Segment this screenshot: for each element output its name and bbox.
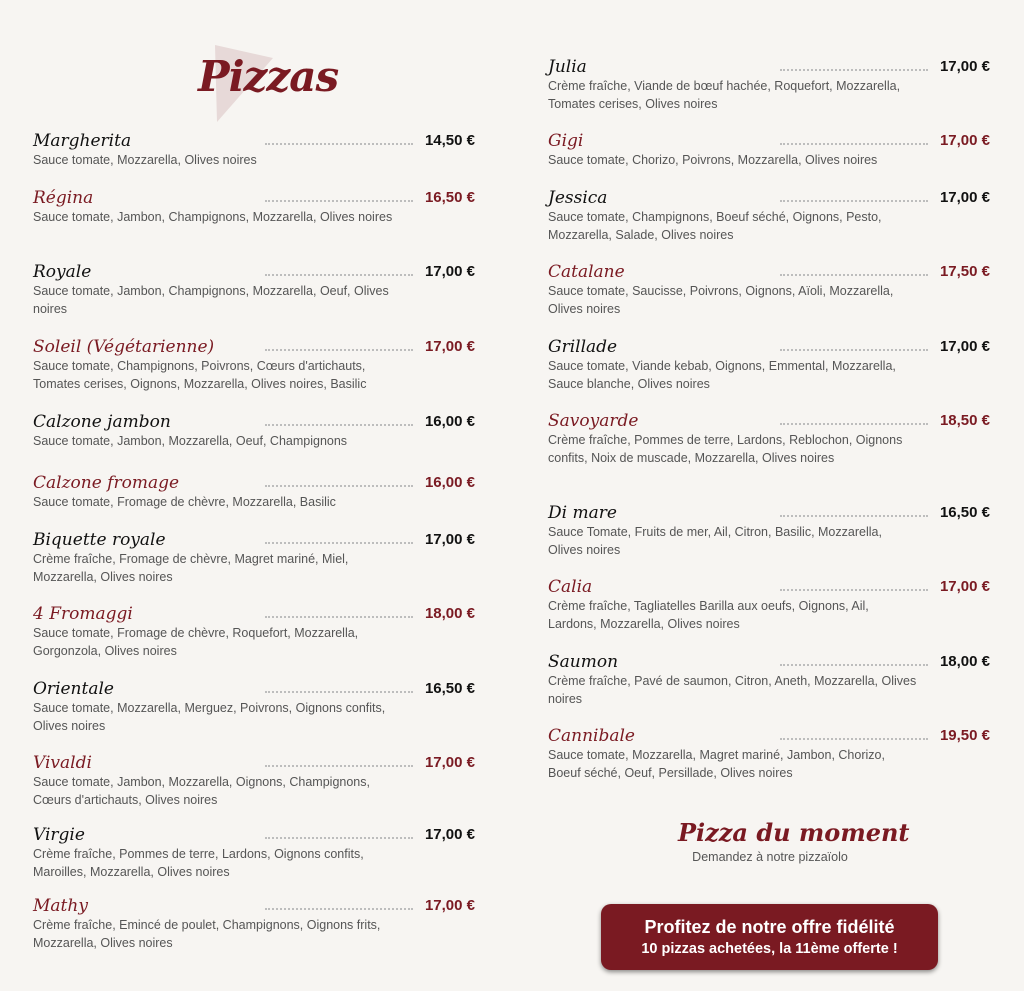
dot-leader — [265, 268, 413, 276]
dot-leader — [265, 194, 413, 202]
menu-item — [548, 577, 988, 633]
dot-leader — [265, 479, 413, 487]
pizza-ingredients: Sauce tomate, Viande kebab, Oignons, Emmental, Mozzarella, Sauce blanche, Olives noires — [548, 359, 896, 391]
dot-leader — [265, 610, 413, 618]
dot-leader — [265, 831, 413, 839]
dot-leader — [265, 685, 413, 693]
menu-item — [548, 57, 988, 113]
pizza-ingredients: Sauce tomate, Jambon, Champignons, Mozzarella, Olives noires — [33, 210, 393, 224]
pizza-ingredients: Sauce Tomate, Fruits de mer, Ail, Citron, Basilic, Mozzarella, Olives noires — [548, 525, 882, 557]
pizza-price: 17,00 € — [939, 189, 990, 206]
pizza-price: 17,00 € — [424, 263, 475, 280]
pizza-name: Virgie — [33, 825, 85, 845]
pizza-name: Cannibale — [548, 726, 635, 746]
dot-leader — [780, 583, 928, 591]
dot-leader — [780, 63, 928, 71]
pizza-ingredients: Sauce tomate, Jambon, Champignons, Mozzarella, Oeuf, Olives noires — [33, 284, 389, 316]
pizza-name: Di mare — [548, 503, 617, 523]
pizza-price: 17,00 € — [424, 897, 475, 914]
pizza-price: 17,00 € — [424, 826, 475, 843]
menu-item — [33, 473, 473, 512]
pizza-price: 14,50 € — [424, 132, 475, 149]
menu-item — [33, 679, 473, 735]
pizza-ingredients: Sauce tomate, Fromage de chèvre, Mozzarella, Basilic — [33, 495, 336, 509]
pizza-ingredients: Sauce tomate, Mozzarella, Merguez, Poivrons, Oignons confits, Olives noires — [33, 701, 386, 733]
pizza-name: Gigi — [548, 131, 584, 151]
pizza-du-moment-subtitle: Demandez à notre pizzaïolo — [692, 850, 848, 864]
pizza-name: Margherita — [33, 131, 132, 151]
pizza-ingredients: Crème fraîche, Viande de bœuf hachée, Roquefort, Mozzarella, Tomates cerises, Olives noires — [548, 79, 901, 111]
pizza-ingredients: Crème fraîche, Emincé de poulet, Champignons, Oignons frits, Mozzarella, Olives noires — [33, 918, 381, 950]
pizza-price: 19,50 € — [939, 727, 990, 744]
pizza-name: Calzone jambon — [33, 412, 171, 432]
menu-item — [548, 503, 988, 559]
pizza-price: 18,00 € — [939, 653, 990, 670]
pizza-name: 4 Fromaggi — [33, 604, 133, 624]
menu-item — [548, 726, 988, 782]
dot-leader — [780, 268, 928, 276]
pizza-price: 16,00 € — [424, 413, 475, 430]
dot-leader — [265, 759, 413, 767]
dot-leader — [265, 343, 413, 351]
menu-item — [548, 131, 988, 170]
pizza-du-moment-title: Pizza du moment — [678, 818, 910, 847]
loyalty-offer-banner — [601, 904, 938, 970]
menu-item — [33, 896, 473, 952]
pizza-name: Julia — [548, 57, 587, 77]
pizza-ingredients: Sauce tomate, Jambon, Mozzarella, Oignons, Champignons, Cœurs d'artichauts, Olives noires — [33, 775, 370, 807]
pizza-ingredients: Sauce tomate, Mozzarella, Olives noires — [33, 153, 257, 167]
menu-item — [548, 188, 988, 244]
pizza-ingredients: Sauce tomate, Mozzarella, Magret mariné, Jambon, Chorizo, Boeuf séché, Oeuf, Persillade, Olives noires — [548, 748, 885, 780]
pizza-price: 17,00 € — [424, 531, 475, 548]
menu-item — [33, 262, 473, 318]
dot-leader — [780, 732, 928, 740]
loyalty-offer-line2: 10 pizzas achetées, la 11ème offerte ! — [641, 941, 898, 957]
pizza-ingredients: Crème fraîche, Pavé de saumon, Citron, Aneth, Mozzarella, Olives noires — [548, 674, 917, 706]
pizza-name: Catalane — [548, 262, 625, 282]
pizza-price: 16,50 € — [939, 504, 990, 521]
dot-leader — [780, 343, 928, 351]
menu-item — [548, 652, 988, 708]
pizza-price: 17,00 € — [424, 754, 475, 771]
pizza-price: 17,00 € — [939, 132, 990, 149]
pizza-price: 17,00 € — [939, 578, 990, 595]
pizza-price: 18,50 € — [939, 412, 990, 429]
dot-leader — [265, 536, 413, 544]
pizza-price: 17,00 € — [939, 58, 990, 75]
pizza-name: Orientale — [33, 679, 114, 699]
pizza-ingredients: Sauce tomate, Champignons, Boeuf séché, Oignons, Pesto, Mozzarella, Salade, Olives noires — [548, 210, 882, 242]
pizza-ingredients: Sauce tomate, Jambon, Mozzarella, Oeuf, Champignons — [33, 434, 348, 448]
loyalty-offer-line1: Profitez de notre offre fidélité — [644, 917, 895, 937]
dot-leader — [780, 417, 928, 425]
pizza-ingredients: Crème fraîche, Pommes de terre, Lardons, Oignons confits, Maroilles, Mozzarella, Olives noires — [33, 847, 364, 879]
menu-item — [33, 131, 473, 170]
pizza-ingredients: Sauce tomate, Champignons, Poivrons, Cœurs d'artichauts, Tomates cerises, Oignons, Mozzarella, Olives noires, Basilic — [33, 359, 367, 391]
pizza-ingredients: Sauce tomate, Saucisse, Poivrons, Oignons, Aïoli, Mozzarella, Olives noires — [548, 284, 894, 316]
pizza-ingredients: Crème fraîche, Tagliatelles Barilla aux oeufs, Oignons, Ail, Lardons, Mozzarella, Olives noires — [548, 599, 869, 631]
dot-leader — [780, 658, 928, 666]
menu-item — [33, 604, 473, 660]
page-title: Pizzas — [198, 52, 339, 101]
menu-item — [33, 337, 473, 393]
pizza-ingredients: Sauce tomate, Fromage de chèvre, Roquefort, Mozzarella, Gorgonzola, Olives noires — [33, 626, 359, 658]
dot-leader — [265, 418, 413, 426]
pizza-price: 16,50 € — [424, 680, 475, 697]
menu-item — [33, 825, 473, 881]
menu-item — [33, 188, 473, 227]
pizza-name: Vivaldi — [33, 753, 92, 773]
menu-item — [33, 530, 473, 586]
pizza-ingredients: Crème fraîche, Fromage de chèvre, Magret mariné, Miel, Mozzarella, Olives noires — [33, 552, 349, 584]
pizza-name: Régina — [33, 188, 94, 208]
dot-leader — [780, 137, 928, 145]
pizza-price: 17,50 € — [939, 263, 990, 280]
dot-leader — [265, 902, 413, 910]
dot-leader — [780, 194, 928, 202]
pizza-price: 17,00 € — [939, 338, 990, 355]
menu-item — [548, 262, 988, 318]
dot-leader — [265, 137, 413, 145]
pizza-price: 16,00 € — [424, 474, 475, 491]
pizza-name: Saumon — [548, 652, 619, 672]
dot-leader — [780, 509, 928, 517]
pizza-name: Jessica — [548, 188, 608, 208]
pizza-name: Royale — [33, 262, 92, 282]
pizza-name: Biquette royale — [33, 530, 166, 550]
pizza-name: Soleil (Végétarienne) — [33, 337, 215, 357]
pizza-price: 18,00 € — [424, 605, 475, 622]
pizza-name: Calzone fromage — [33, 473, 180, 493]
pizza-name: Grillade — [548, 337, 618, 357]
pizza-name: Calia — [548, 577, 593, 597]
pizza-ingredients: Sauce tomate, Chorizo, Poivrons, Mozzarella, Olives noires — [548, 153, 878, 167]
menu-item — [33, 753, 473, 809]
menu-item — [548, 411, 988, 467]
pizza-ingredients: Crème fraîche, Pommes de terre, Lardons, Reblochon, Oignons confits, Noix de muscade, Mozzarella, Olives noires — [548, 433, 903, 465]
menu-item — [548, 337, 988, 393]
pizza-price: 16,50 € — [424, 189, 475, 206]
pizza-name: Mathy — [33, 896, 88, 916]
menu-item — [33, 412, 473, 451]
pizza-name: Savoyarde — [548, 411, 639, 431]
pizza-price: 17,00 € — [424, 338, 475, 355]
